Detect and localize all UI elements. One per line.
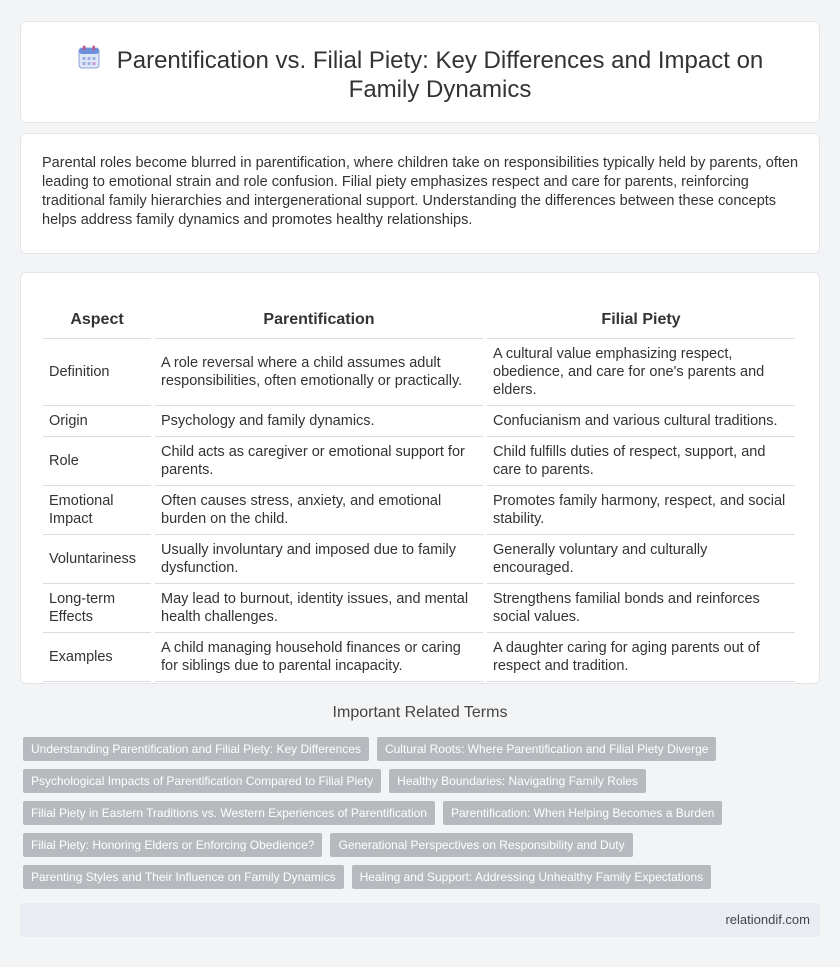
related-term-tag[interactable]: Filial Piety in Eastern Traditions vs. Western Experiences of Parentification — [23, 801, 435, 825]
table-row — [43, 486, 795, 535]
tag-row — [23, 801, 823, 825]
intro-card — [20, 133, 820, 254]
header-parentification: Parentification — [155, 293, 483, 339]
aspect-cell: Examples — [43, 633, 151, 682]
header-aspect: Aspect — [43, 293, 151, 339]
parentification-cell: Usually involuntary and imposed due to family dysfunction. — [155, 535, 483, 584]
filial-piety-cell: Promotes family harmony, respect, and social stability. — [487, 486, 795, 535]
page-title: Parentification vs. Filial Piety: Key Differences and Impact on Family Dynamics — [116, 47, 764, 103]
table-row — [43, 406, 795, 437]
related-term-tag[interactable]: Understanding Parentification and Filial Piety: Key Differences — [23, 737, 369, 761]
parentification-cell: Psychology and family dynamics. — [155, 406, 483, 437]
tag-row — [23, 833, 823, 857]
related-term-tag[interactable]: Parenting Styles and Their Influence on Family Dynamics — [23, 865, 344, 889]
filial-piety-cell: A daughter caring for aging parents out of respect and tradition. — [487, 633, 795, 682]
comparison-table — [39, 293, 799, 682]
table-row — [43, 535, 795, 584]
intro-paragraph: Parental roles become blurred in parentification, where children take on responsibilities typically held by parents, often leading to emotional strain and role confusion. Filial piety emphasizes respect and care for parents, reinforcing traditional family hierarchies and intergenerational support. Understanding the differences between these concepts helps address family dynamics and promotes healthy relationships. — [42, 155, 799, 228]
related-terms-heading: Important Related Terms — [332, 704, 508, 721]
parentification-cell: May lead to burnout, identity issues, and mental health challenges. — [155, 584, 483, 633]
table-row — [43, 339, 795, 406]
filial-piety-cell: Strengthens familial bonds and reinforces social values. — [487, 584, 795, 633]
related-term-tag[interactable]: Healthy Boundaries: Navigating Family Roles — [389, 769, 646, 793]
aspect-cell: Definition — [43, 339, 151, 406]
comparison-table-card — [20, 272, 820, 684]
footer-site-link[interactable]: relationdif.com — [725, 912, 810, 927]
related-term-tag[interactable]: Generational Perspectives on Responsibility and Duty — [330, 833, 632, 857]
filial-piety-cell: Child fulfills duties of respect, support, and care to parents. — [487, 437, 795, 486]
related-term-tag[interactable]: Filial Piety: Honoring Elders or Enforcing Obedience? — [23, 833, 322, 857]
table-header-row — [43, 293, 795, 339]
tag-row — [23, 769, 823, 793]
parentification-cell: Often causes stress, anxiety, and emotional burden on the child. — [155, 486, 483, 535]
aspect-cell: Long-term Effects — [43, 584, 151, 633]
filial-piety-cell: Confucianism and various cultural traditions. — [487, 406, 795, 437]
filial-piety-cell: Generally voluntary and culturally encouraged. — [487, 535, 795, 584]
aspect-cell: Origin — [43, 406, 151, 437]
related-terms-list — [23, 737, 823, 897]
table-row — [43, 584, 795, 633]
parentification-cell: A child managing household finances or caring for siblings due to parental incapacity. — [155, 633, 483, 682]
parentification-cell: A role reversal where a child assumes adult responsibilities, often emotionally or practically. — [155, 339, 483, 406]
aspect-cell: Emotional Impact — [43, 486, 151, 535]
related-term-tag[interactable]: Healing and Support: Addressing Unhealthy Family Expectations — [352, 865, 712, 889]
footer — [20, 903, 820, 937]
table-row — [43, 633, 795, 682]
header-filial-piety: Filial Piety — [487, 293, 795, 339]
tag-row — [23, 865, 823, 889]
table-row — [43, 437, 795, 486]
aspect-cell: Role — [43, 437, 151, 486]
related-term-tag[interactable]: Cultural Roots: Where Parentification and Filial Piety Diverge — [377, 737, 716, 761]
filial-piety-cell: A cultural value emphasizing respect, obedience, and care for one's parents and elders. — [487, 339, 795, 406]
tag-row — [23, 737, 823, 761]
title-card — [20, 21, 820, 123]
related-term-tag[interactable]: Parentification: When Helping Becomes a Burden — [443, 801, 722, 825]
related-term-tag[interactable]: Psychological Impacts of Parentification Compared to Filial Piety — [23, 769, 381, 793]
parentification-cell: Child acts as caregiver or emotional support for parents. — [155, 437, 483, 486]
aspect-cell: Voluntariness — [43, 535, 151, 584]
